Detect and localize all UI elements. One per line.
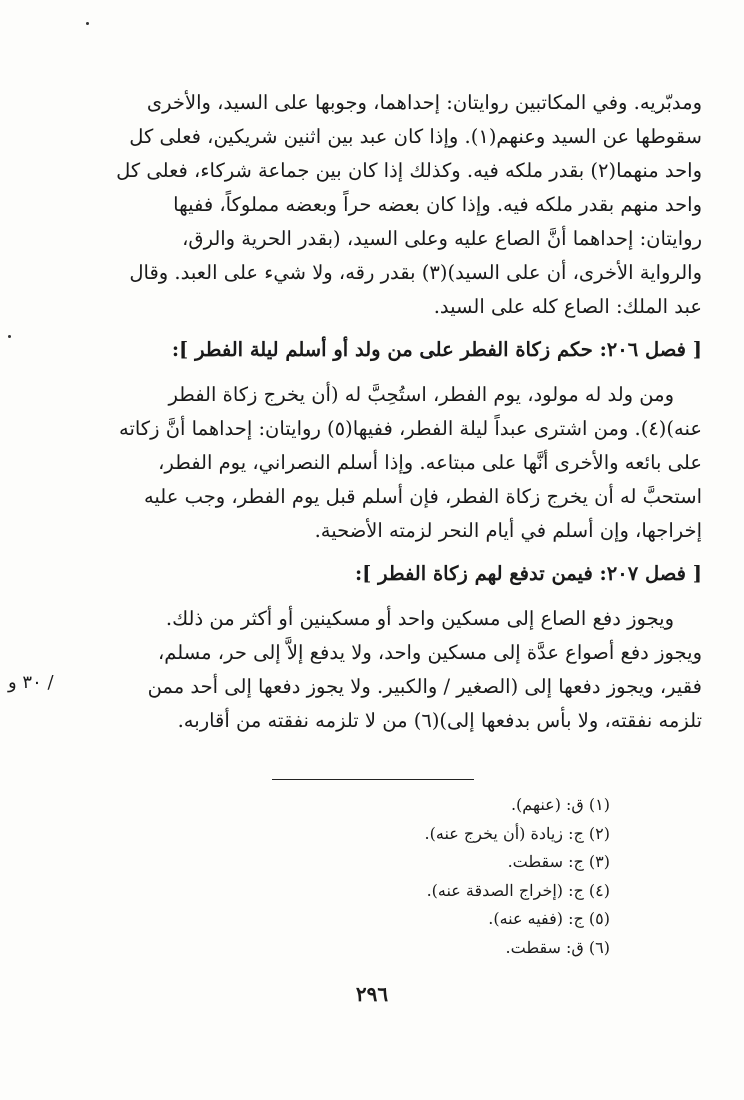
paragraph-1 <box>30 86 702 324</box>
footnote-6: (٦) ق: سقطت. <box>505 937 610 957</box>
footnote-4: (٤) ج: (إخراج الصدقة عنه). <box>426 880 610 900</box>
scan-speck <box>86 22 89 25</box>
text-line: والرواية الأخرى، أن على السيد)(٣) بقدر رقه، ولا شيء على العبد. وقال <box>129 261 702 284</box>
manuscript-folio-note: / ٣٠ و <box>8 672 54 693</box>
text-line: استحبَّ له أن يخرج زكاة الفطر، فإن أسلم قبل يوم الفطر، وجب عليه <box>143 485 702 508</box>
section-heading-207: [ فصل ٢٠٧: فيمن تدفع لهم زكاة الفطر ]: <box>354 562 702 585</box>
text-line: عنه)(٤). ومن اشترى عبداً ليلة الفطر، ففيها(٥) روايتان: إحداهما أنَّ زكاته <box>118 417 702 440</box>
page-number: ٢٩٦ <box>355 982 389 1006</box>
footnote-5: (٥) ج: (ففيه عنه). <box>488 909 610 929</box>
footnote-2: (٢) ج: زيادة (أن يخرج عنه). <box>424 823 610 843</box>
text-line: ومدبّريه. وفي المكاتبين روايتان: إحداهما، وجوبها على السيد، والأخرى <box>146 91 702 114</box>
scan-speck <box>8 335 11 338</box>
footnote-3: (٣) ج: سقطت. <box>507 852 610 872</box>
footnote-divider <box>272 779 474 780</box>
paragraph-2 <box>30 378 702 548</box>
text-line: واحد منهما(٢) بقدر ملكه فيه. وكذلك إذا كان بين جماعة شركاء، فعلى كل <box>116 159 702 182</box>
text-line: ويجوز دفع أصواع عدَّة إلى مسكين واحد، ولا يدفع إلاَّ إلى حر، مسلم، <box>158 641 702 664</box>
text-line: على بائعه والأخرى أنَّها على مبتاعه. وإذا أسلم النصراني، يوم الفطر، <box>158 451 702 474</box>
text-line: فقير، ويجوز دفعها إلى (الصغير / والكبير. ولا يجوز دفعها إلى أحد ممن <box>147 675 702 698</box>
paragraph-3 <box>30 602 702 738</box>
text-line: واحد منهم بقدر ملكه فيه. وإذا كان بعضه حراً وبعضه مملوكاً، ففيها <box>173 193 702 216</box>
text-line: إخراجها، وإن أسلم في أيام النحر لزمته الأضحية. <box>314 519 702 542</box>
text-line: عبد الملك: الصاع كله على السيد. <box>433 295 702 318</box>
text-line: ويجوز دفع الصاع إلى مسكين واحد أو مسكينين أو أكثر من ذلك. <box>165 607 674 630</box>
footnotes <box>190 791 610 963</box>
text-line: تلزمه نفقته، ولا بأس بدفعها إلى)(٦) من لا تلزمه نفقته من أقاربه. <box>177 709 702 732</box>
section-heading-206: [ فصل ٢٠٦: حكم زكاة الفطر على من ولد أو أسلم ليلة الفطر ]: <box>171 338 702 361</box>
footnote-1: (١) ق: (عنهم). <box>510 795 610 814</box>
text-line: ومن ولد له مولود، يوم الفطر، استُحِبَّ له (أن يخرج زكاة الفطر <box>168 383 674 406</box>
text-line: روايتان: إحداهما أنَّ الصاع عليه وعلى السيد، (بقدر الحرية والرق، <box>182 227 702 250</box>
text-line: سقوطها عن السيد وعنهم(١). وإذا كان عبد بين اثنين شريكين، فعلى كل <box>129 125 702 148</box>
